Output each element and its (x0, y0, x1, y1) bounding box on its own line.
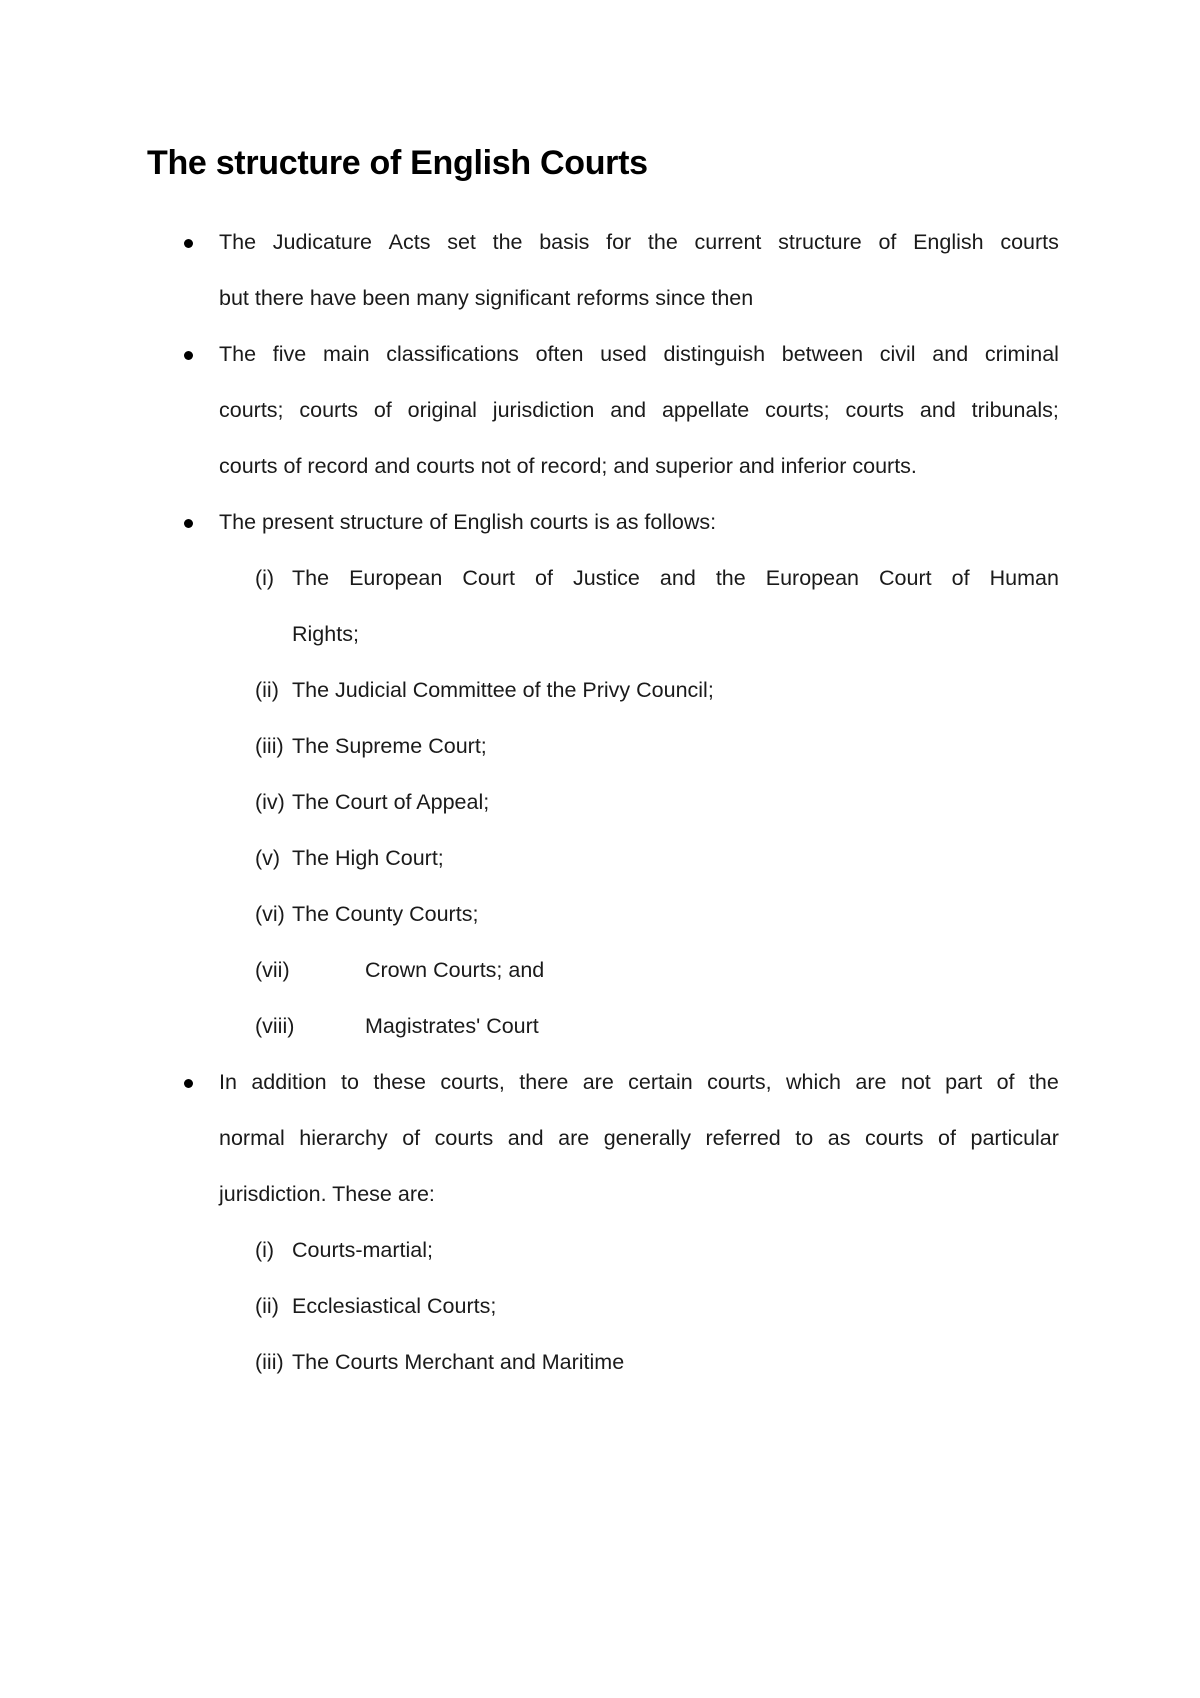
list-item-text: The Courts Merchant and Maritime (292, 1350, 625, 1374)
bullet-4-line-2: normal hierarchy of courts and are generally referred to as courts of particular (219, 1126, 1059, 1150)
bullet-1-line-2: but there have been many significant reforms since then (219, 286, 754, 310)
list-item-number: (iii) (255, 1350, 284, 1374)
list-item-number: (viii) (255, 1014, 295, 1038)
bullet-4-line-1: In addition to these courts, there are certain courts, which are not part of the (219, 1070, 1059, 1094)
bullet-2-line-1: The five main classifications often used distinguish between civil and criminal (219, 342, 1059, 366)
list-item-number: (iii) (255, 734, 284, 758)
list-item-text: The County Courts; (292, 902, 479, 926)
list-item-number: (i) (255, 1238, 275, 1262)
list-item-number: (ii) (255, 1294, 279, 1318)
bullet-3-line-1: The present structure of English courts is as follows: (219, 510, 717, 534)
bullet-icon (184, 239, 193, 248)
list-item-text: Magistrates' Court (365, 1014, 539, 1038)
list-item-text: The Court of Appeal; (292, 790, 490, 814)
list-item-number: (vii) (255, 958, 290, 982)
list-item-text: The Judicial Committee of the Privy Council; (292, 678, 714, 702)
list-item-number: (i) (255, 566, 275, 590)
list-item-text: Courts-martial; (292, 1238, 433, 1262)
list-item-text: The Supreme Court; (292, 734, 487, 758)
list-item-text: The European Court of Justice and the European Court of Human (292, 566, 1059, 590)
bullet-icon (184, 519, 193, 528)
bullet-4-line-3: jurisdiction. These are: (219, 1182, 435, 1206)
bullet-icon (184, 351, 193, 360)
list-item-number: (vi) (255, 902, 285, 926)
bullet-2-line-2: courts; courts of original jurisdiction and appellate courts; courts and tribunals; (219, 398, 1059, 422)
bullet-icon (184, 1079, 193, 1088)
list-item-text: The High Court; (292, 846, 444, 870)
bullet-1-line-1: The Judicature Acts set the basis for the current structure of English courts (219, 230, 1059, 254)
bullet-2-line-3: courts of record and courts not of record; and superior and inferior courts. (219, 454, 917, 478)
list-item-text: Ecclesiastical Courts; (292, 1294, 497, 1318)
page-title: The structure of English Courts (147, 144, 648, 182)
list-item-number: (v) (255, 846, 281, 870)
list-item-text: Crown Courts; and (365, 958, 545, 982)
list-item-number: (iv) (255, 790, 285, 814)
list-item-text-cont: Rights; (292, 622, 359, 646)
list-item-number: (ii) (255, 678, 279, 702)
